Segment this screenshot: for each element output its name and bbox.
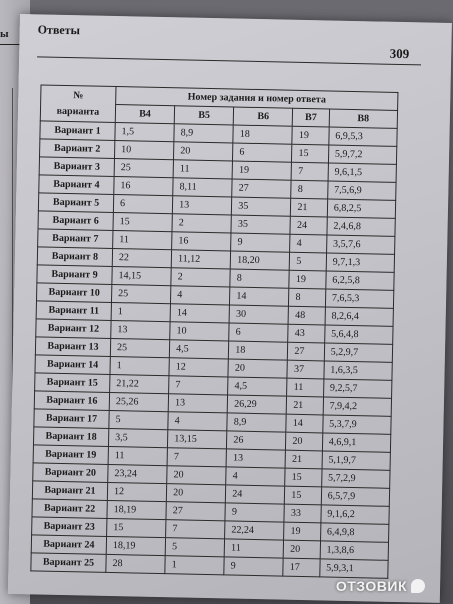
answer-cell: 1 <box>111 302 170 321</box>
answer-cell: 9 <box>231 233 290 252</box>
watermark-text: ОТЗОВИК <box>335 578 407 594</box>
answer-cell: 20 <box>286 432 323 451</box>
running-head: Ответы <box>37 22 81 38</box>
answer-cell: 8,2,6,4 <box>325 307 394 326</box>
answer-cell: 7 <box>291 162 328 181</box>
answer-cell: 8 <box>289 288 326 307</box>
answer-cell: 13,15 <box>168 430 227 449</box>
answer-cell: 16 <box>172 232 231 251</box>
answer-cell: 5,2,9,7 <box>324 343 393 362</box>
answer-cell: 25 <box>111 284 170 303</box>
answer-cell: 3,5,7,6 <box>326 235 395 254</box>
answer-cell: 1,6,3,5 <box>324 361 393 380</box>
answer-cell: 14,15 <box>112 266 171 285</box>
header-rule <box>37 56 421 65</box>
variant-label: Вариант 1 <box>40 121 115 141</box>
variant-label: Вариант 9 <box>37 265 112 285</box>
answer-cell: 15 <box>107 518 166 537</box>
answer-cell: 17 <box>283 558 320 577</box>
column-header: В5 <box>174 106 233 125</box>
answer-cell: 8 <box>230 269 289 288</box>
variant-label: Вариант 23 <box>32 517 107 537</box>
answer-cell: 5,1,9,7 <box>322 451 391 470</box>
book-page <box>8 14 452 603</box>
variant-label: Вариант 22 <box>32 499 107 519</box>
watermark <box>336 578 425 594</box>
answer-cell: 15 <box>292 144 329 163</box>
answer-cell: 9,2,5,7 <box>323 379 392 398</box>
answer-cell: 20 <box>166 484 225 503</box>
answer-cell: 13 <box>226 449 285 468</box>
answer-cell: 24 <box>226 485 285 504</box>
answer-cell: 7,6,5,3 <box>325 289 394 308</box>
variant-label: Вариант 10 <box>36 283 111 303</box>
answer-cell: 11 <box>224 539 283 558</box>
answer-cell: 7 <box>167 448 226 467</box>
answer-cell: 18 <box>233 125 292 144</box>
answer-cell: 21 <box>285 450 322 469</box>
answer-cell: 7,5,6,9 <box>327 181 396 200</box>
answer-cell: 18,20 <box>230 251 289 270</box>
answer-cell: 9 <box>224 557 283 576</box>
answer-cell: 19 <box>284 522 321 541</box>
answer-cell: 25 <box>114 159 173 178</box>
answer-cell: 1 <box>165 556 224 575</box>
answer-cell: 19 <box>232 161 291 180</box>
answer-cell: 5,3,7,9 <box>323 415 392 434</box>
answer-cell: 7,9,4,2 <box>323 397 392 416</box>
answer-cell: 4 <box>226 467 285 486</box>
answer-cell: 6,8,2,5 <box>327 199 396 218</box>
column-header: В6 <box>233 107 292 126</box>
watermark-logo-icon <box>411 579 425 593</box>
answer-cell: 2 <box>172 214 231 233</box>
answer-cell: 24 <box>290 216 327 235</box>
answer-cell: 1,3,8,6 <box>320 541 389 560</box>
previous-page-header: ы <box>0 28 9 40</box>
answer-cell: 10 <box>114 141 173 160</box>
answer-cell: 21,22 <box>110 374 169 393</box>
answer-cell: 12 <box>107 482 166 501</box>
answers-table <box>30 84 398 578</box>
answer-cell: 14 <box>286 414 323 433</box>
answer-cell: 19 <box>289 270 326 289</box>
answer-cell: 16 <box>114 177 173 196</box>
answer-cell: 5 <box>290 252 327 271</box>
variant-label: Вариант 6 <box>38 211 113 231</box>
answer-cell: 35 <box>232 197 291 216</box>
answer-cell: 19 <box>292 126 329 145</box>
answer-cell: 12 <box>169 358 228 377</box>
answer-cell: 20 <box>228 359 287 378</box>
column-header: В7 <box>293 108 330 127</box>
answer-cell: 20 <box>174 142 233 161</box>
answer-cell: 30 <box>229 305 288 324</box>
answer-cell: 10 <box>170 322 229 341</box>
answer-cell: 5,6,4,8 <box>324 325 393 344</box>
answer-cell: 23,24 <box>108 464 167 483</box>
answer-cell: 13 <box>168 394 227 413</box>
answer-cell: 25 <box>110 338 169 357</box>
group-header: Номер задания и номер ответа <box>116 87 398 111</box>
answer-cell: 11,12 <box>171 250 230 269</box>
answer-cell: 13 <box>111 320 170 339</box>
answer-cell: 6,9,5,3 <box>329 127 398 146</box>
answer-cell: 9 <box>225 503 284 522</box>
variant-label: Вариант 12 <box>36 319 111 339</box>
answer-cell: 7 <box>166 520 225 539</box>
answer-cell: 5 <box>165 538 224 557</box>
answer-cell: 7 <box>169 376 228 395</box>
variant-label: Вариант 3 <box>39 157 114 177</box>
answer-cell: 26 <box>227 431 286 450</box>
variant-column-header <box>40 85 116 123</box>
answer-cell: 8,9 <box>227 413 286 432</box>
answer-cell: 20 <box>284 540 321 559</box>
column-header: В4 <box>115 105 174 124</box>
answer-cell: 18,19 <box>107 500 166 519</box>
table-body <box>31 121 397 578</box>
answer-cell: 11 <box>108 446 167 465</box>
answer-cell: 11 <box>287 378 324 397</box>
variant-label: Вариант 15 <box>35 373 110 393</box>
variant-label: Вариант 4 <box>39 175 114 195</box>
variant-label: Вариант 2 <box>40 139 115 159</box>
answer-cell: 4,5 <box>228 377 287 396</box>
answer-cell: 14 <box>170 304 229 323</box>
answer-cell: 2 <box>171 268 230 287</box>
answer-cell: 37 <box>287 360 324 379</box>
answer-cell: 22 <box>112 248 171 267</box>
answer-cell: 18,19 <box>106 536 165 555</box>
variant-label: Вариант 17 <box>34 409 109 429</box>
answer-cell: 18 <box>229 341 288 360</box>
answer-cell: 4,6,9,1 <box>322 433 391 452</box>
answer-cell: 21 <box>287 396 324 415</box>
variant-label: Вариант 16 <box>34 391 109 411</box>
variant-header-label: варианта <box>56 105 100 118</box>
answer-cell: 5,9,3,1 <box>320 559 389 578</box>
variant-header-number-sign: № <box>73 89 84 101</box>
answer-cell: 4,5 <box>169 340 228 359</box>
answer-cell: 5 <box>109 410 168 429</box>
answer-cell: 3,5 <box>108 428 167 447</box>
answer-cell: 27 <box>288 342 325 361</box>
answer-cell: 6 <box>229 323 288 342</box>
answer-cell: 27 <box>166 502 225 521</box>
answer-cell: 14 <box>230 287 289 306</box>
answer-cell: 43 <box>288 324 325 343</box>
answer-cell: 4 <box>168 412 227 431</box>
answer-cell: 25,26 <box>109 392 168 411</box>
answer-cell: 26,29 <box>227 395 286 414</box>
answer-cell: 11 <box>113 230 172 249</box>
variant-label: Вариант 14 <box>35 355 110 375</box>
answer-cell: 6 <box>113 195 172 214</box>
page-number: 309 <box>389 45 410 62</box>
answer-cell: 8 <box>291 180 328 199</box>
answer-cell: 9,1,6,2 <box>321 505 390 524</box>
answer-cell: 1,5 <box>115 123 174 142</box>
answer-cell: 15 <box>285 468 322 487</box>
answer-cell: 9,6,1,5 <box>328 163 397 182</box>
answer-cell: 13 <box>172 196 231 215</box>
variant-label: Вариант 13 <box>35 337 110 357</box>
answer-cell: 5,7,2,9 <box>321 469 390 488</box>
variant-label: Вариант 21 <box>32 481 107 501</box>
answer-cell: 48 <box>288 306 325 325</box>
answer-cell: 27 <box>232 179 291 198</box>
answer-cell: 35 <box>231 215 290 234</box>
answer-cell: 6 <box>233 143 292 162</box>
answer-cell: 8,9 <box>174 124 233 143</box>
variant-label: Вариант 18 <box>33 427 108 447</box>
variant-label: Вариант 25 <box>31 553 106 573</box>
answer-cell: 1 <box>110 356 169 375</box>
variant-label: Вариант 20 <box>33 463 108 483</box>
variant-label: Вариант 24 <box>31 535 106 555</box>
answer-cell: 28 <box>106 554 165 573</box>
answer-cell: 8,11 <box>173 178 232 197</box>
answer-cell: 15 <box>285 486 322 505</box>
answer-cell: 5,9,7,2 <box>328 145 397 164</box>
column-header: В8 <box>329 109 398 128</box>
answer-cell: 6,2,5,8 <box>326 271 395 290</box>
variant-label: Вариант 8 <box>37 247 112 267</box>
answer-cell: 20 <box>167 466 226 485</box>
answer-cell: 2,4,6,8 <box>327 217 396 236</box>
answer-cell: 4 <box>171 286 230 305</box>
answer-cell: 15 <box>113 212 172 231</box>
answer-cell: 11 <box>173 160 232 179</box>
answer-cell: 22,24 <box>225 521 284 540</box>
answer-cell: 4 <box>290 234 327 253</box>
answer-cell: 33 <box>284 504 321 523</box>
answer-cell: 6,5,7,9 <box>321 487 390 506</box>
variant-label: Вариант 11 <box>36 301 111 321</box>
answer-cell: 21 <box>291 198 328 217</box>
variant-label: Вариант 5 <box>38 193 113 213</box>
answer-cell: 6,4,9,8 <box>320 523 389 542</box>
variant-label: Вариант 7 <box>38 229 113 249</box>
variant-label: Вариант 19 <box>33 445 108 465</box>
answer-cell: 9,7,1,3 <box>326 253 395 272</box>
